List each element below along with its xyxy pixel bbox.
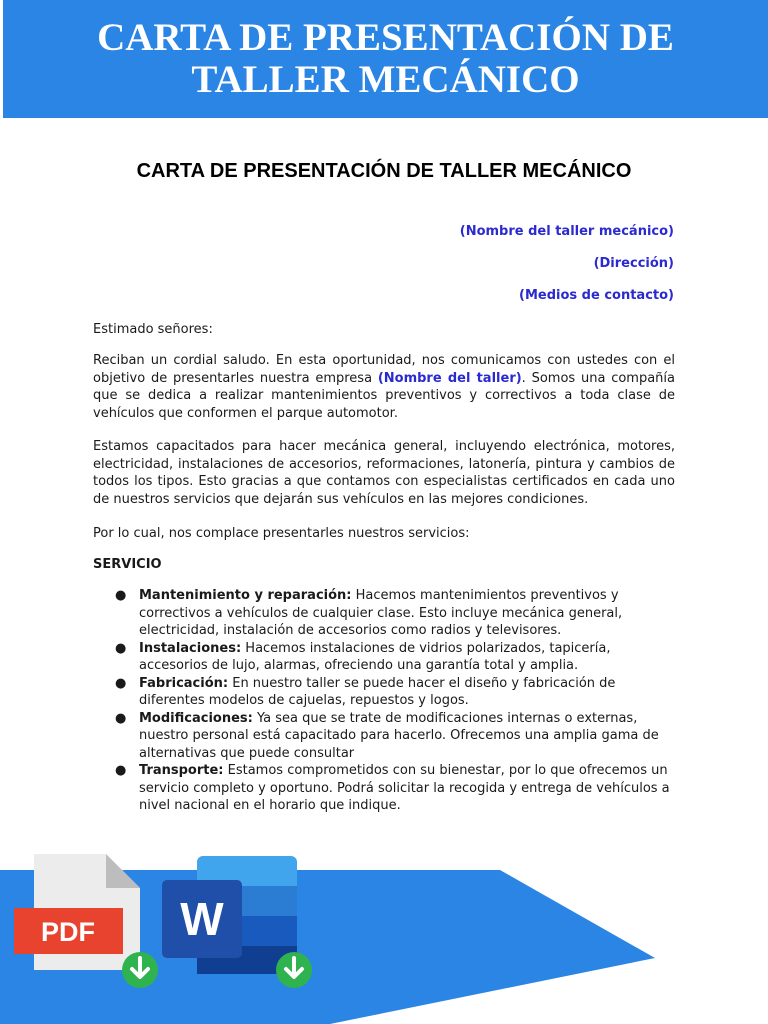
paragraph-capabilities: Estamos capacitados para hacer mecánica general, incluyendo electrónica, motores, electricidad, instalaciones de accesorios, reformaciones, latonería, pintura y cambios de todos los tipos. Esto gracias a que contamos con especialistas certificados en cada uno de nuestros servicios que dejarán sus vehículos en las mejores condiciones. [93, 439, 675, 507]
contact-placeholder: (Medios de contacto) [519, 288, 674, 303]
paragraph-services-intro: Por lo cual, nos complace presentarles nuestros servicios: [93, 526, 470, 541]
services-list [93, 587, 675, 815]
top-banner [3, 0, 768, 118]
list-item [93, 587, 675, 640]
bullet-icon: ● [115, 588, 127, 603]
services-heading: SERVICIO [93, 557, 162, 572]
document-title: CARTA DE PRESENTACIÓN DE TALLER MECÁNICO [136, 160, 632, 182]
workshop-name-placeholder: (Nombre del taller mecánico) [459, 224, 674, 239]
greeting: Estimado señores: [93, 322, 213, 337]
download-arrow-icon [276, 952, 312, 988]
paragraph-intro [93, 352, 675, 422]
service-term: Transporte: [139, 763, 224, 778]
download-footer [0, 830, 768, 1024]
service-text: En nuestro taller se puede hacer el diseño y fabricación de diferentes modelos de cajuelas, repuestos y logos. [139, 675, 616, 708]
service-text: Hacemos instalaciones de vidrios polarizados, tapicería, accesorios de lujo, alarmas, ofreciendo una garantía total y amplia. [139, 640, 611, 673]
bullet-icon: ● [115, 710, 127, 726]
banner-title-line-2: TALLER MECÁNICO [191, 58, 580, 101]
download-arrow-icon [122, 952, 158, 988]
word-letter: W [180, 893, 224, 945]
list-item [93, 762, 675, 815]
bullet-icon: ● [115, 763, 127, 778]
service-text: Ya sea que se trate de modificaciones internas o externas, nuestro personal está capacitado para hacerlo. Ofrecemos una amplia gama de alternativas que puede consultar [139, 710, 659, 761]
list-item [93, 710, 675, 763]
bullet-icon: ● [115, 675, 127, 691]
paragraph-intro-start: Reciban un cordial saludo. En esta oportunidad, nos comunicamos con ustedes con el objetivo de presentarles nuestra empresa [93, 353, 675, 386]
service-term: Instalaciones: [139, 640, 242, 656]
list-item [93, 675, 675, 710]
pdf-label: PDF [41, 917, 95, 947]
bullet-icon: ● [115, 640, 127, 656]
service-text: Hacemos mantenimientos preventivos y correctivos a vehículos de cualquier clase. Esto incluye mecánica general, electricidad, instalación de accesorios como radios y televisores. [139, 588, 623, 638]
service-term: Mantenimiento y reparación: [139, 588, 352, 603]
company-name-placeholder: (Nombre del taller) [377, 370, 522, 386]
address-placeholder: (Dirección) [593, 256, 674, 271]
paragraph-intro-end: . Somos una compañía que se dedica a realizar mantenimientos preventivos y correctivos a toda clase de vehículos que conformen el parque automotor. [93, 370, 676, 421]
banner-title [97, 17, 674, 101]
list-item [93, 640, 675, 675]
service-text: Estamos comprometidos con su bienestar, por lo que ofrecemos un servicio completo y oportuno. Podrá solicitar la recogida y entrega de vehículos a nivel nacional en el horario que indique. [139, 763, 670, 813]
service-term: Modificaciones: [139, 710, 253, 726]
banner-title-line-1: CARTA DE PRESENTACIÓN DE [97, 16, 674, 59]
service-term: Fabricación: [139, 675, 229, 691]
